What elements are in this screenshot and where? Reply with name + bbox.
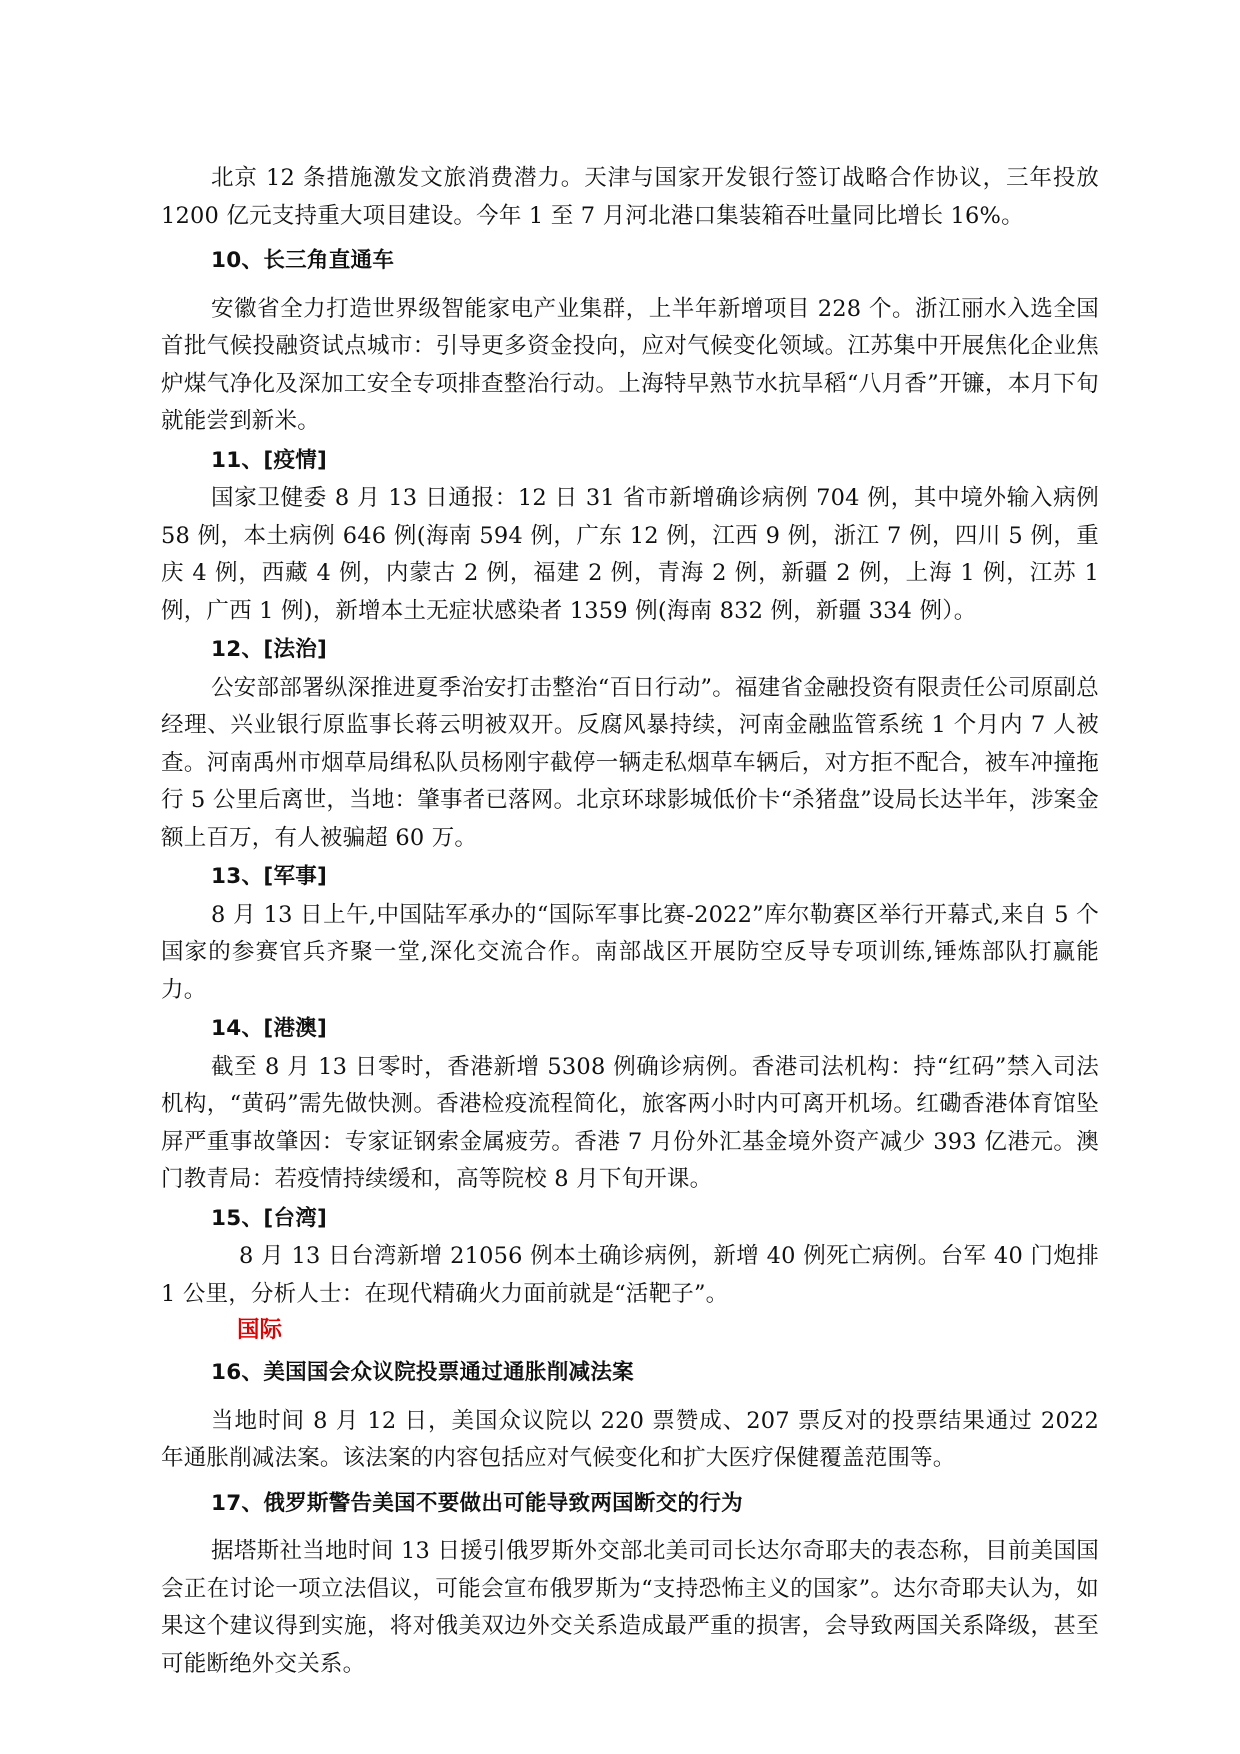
paragraph-taiwan: 8 月 13 日台湾新增 21056 例本土确诊病例，新增 40 例死亡病例。台军 40 门炮排 1 公里，分析人士：在现代精确火力面前就是“活靶子”。 [161, 1243, 1099, 1307]
paragraph-military: 8 月 13 日上午,中国陆军承办的“国际军事比赛-2022”库尔勒赛区举行开幕式,来自 5 个国家的参赛官兵齐聚一堂,深化交流合作。南部战区开展防空反导专项训练,锤炼部队打赢能力。 [161, 901, 1099, 1003]
heading-hong-kong-macau: 14、[港澳] [211, 1016, 328, 1041]
heading-yangtze-delta: 10、长三角直通车 [211, 248, 395, 273]
paragraph-yangtze-delta: 安徽省全力打造世界级智能家电产业集群，上半年新增项目 228 个。浙江丽水入选全国首批气候投融资试点城市：引导更多资金投向，应对气候变化领域。江苏集中开展焦化企业焦炉煤气净化及深加工安全专项排查整治行动。上海特早熟节水抗旱稻“八月香”开镰，本月下旬就能尝到新米。 [161, 295, 1099, 434]
paragraph-rule-of-law: 公安部部署纵深推进夏季治安打击整治“百日行动”。福建省金融投资有限责任公司原副总经理、兴业银行原监事长蒋云明被双开。反腐风暴持续，河南金融监管系统 1 个月内 7 人被查。河南禹州市烟草局缉私队员杨刚宇截停一辆走私烟草车辆后，对方拒不配合，被车冲撞拖行 5 公里后离世，当地：肇事者已落网。北京环球影城低价卡“杀猪盘”设局长达半年，涉案金额上百万，有人被骗超 60 万。 [161, 674, 1099, 851]
heading-military: 13、[军事] [211, 864, 328, 889]
heading-rule-of-law: 12、[法治] [211, 637, 328, 662]
section-title-international: 国际 [237, 1317, 283, 1343]
document-body [161, 160, 1099, 1683]
heading-us-inflation-act: 16、美国国会众议院投票通过通胀削减法案 [211, 1360, 634, 1385]
paragraph-epidemic: 国家卫健委 8 月 13 日通报：12 日 31 省市新增确诊病例 704 例，其中境外输入病例 58 例，本土病例 646 例(海南 594 例，广东 12 例，江西 9 例，浙江 7 例，四川 5 例，重庆 4 例，西藏 4 例，内蒙古 2 例，福建 2 例，青海 2 例，新疆 2 例，上海 1 例，江苏 1 例，广西 1 例)，新增本土无症状感染者 1359 例(海南 832 例，新疆 334 例）。 [161, 485, 1099, 624]
heading-taiwan: 15、[台湾] [211, 1205, 328, 1231]
heading-russia-warning: 17、俄罗斯警告美国不要做出可能导致两国断交的行为 [211, 1490, 743, 1516]
paragraph-hong-kong-macau: 截至 8 月 13 日零时，香港新增 5308 例确诊病例。香港司法机构：持“红码”禁入司法机构，“黄码”需先做快测。香港检疫流程简化，旅客两小时内可离开机场。红磡香港体育馆坠屏严重事故肇因：专家证钢索金属疲劳。香港 7 月份外汇基金境外资产减少 393 亿港元。澳门教青局：若疫情持续缓和，高等院校 8 月下旬开课。 [161, 1053, 1099, 1192]
heading-epidemic: 11、[疫情] [211, 447, 328, 473]
paragraph-beijing-tianjin-hebei: 北京 12 条措施激发文旅消费潜力。天津与国家开发银行签订战略合作协议，三年投放 1200 亿元支持重大项目建设。今年 1 至 7 月河北港口集装箱吞吐量同比增长 16%。 [161, 165, 1099, 229]
paragraph-us-inflation-act: 当地时间 8 月 12 日，美国众议院以 220 票赞成、207 票反对的投票结果通过 2022 年通胀削减法案。该法案的内容包括应对气候变化和扩大医疗保健覆盖范围等。 [161, 1407, 1099, 1471]
paragraph-russia-warning: 据塔斯社当地时间 13 日援引俄罗斯外交部北美司司长达尔奇耶夫的表态称，目前美国国会正在讨论一项立法倡议，可能会宣布俄罗斯为“支持恐怖主义的国家”。达尔奇耶夫认为，如果这个建议得到实施，将对俄美双边外交关系造成最严重的损害，会导致两国关系降级，甚至可能断绝外交关系。 [161, 1538, 1099, 1677]
